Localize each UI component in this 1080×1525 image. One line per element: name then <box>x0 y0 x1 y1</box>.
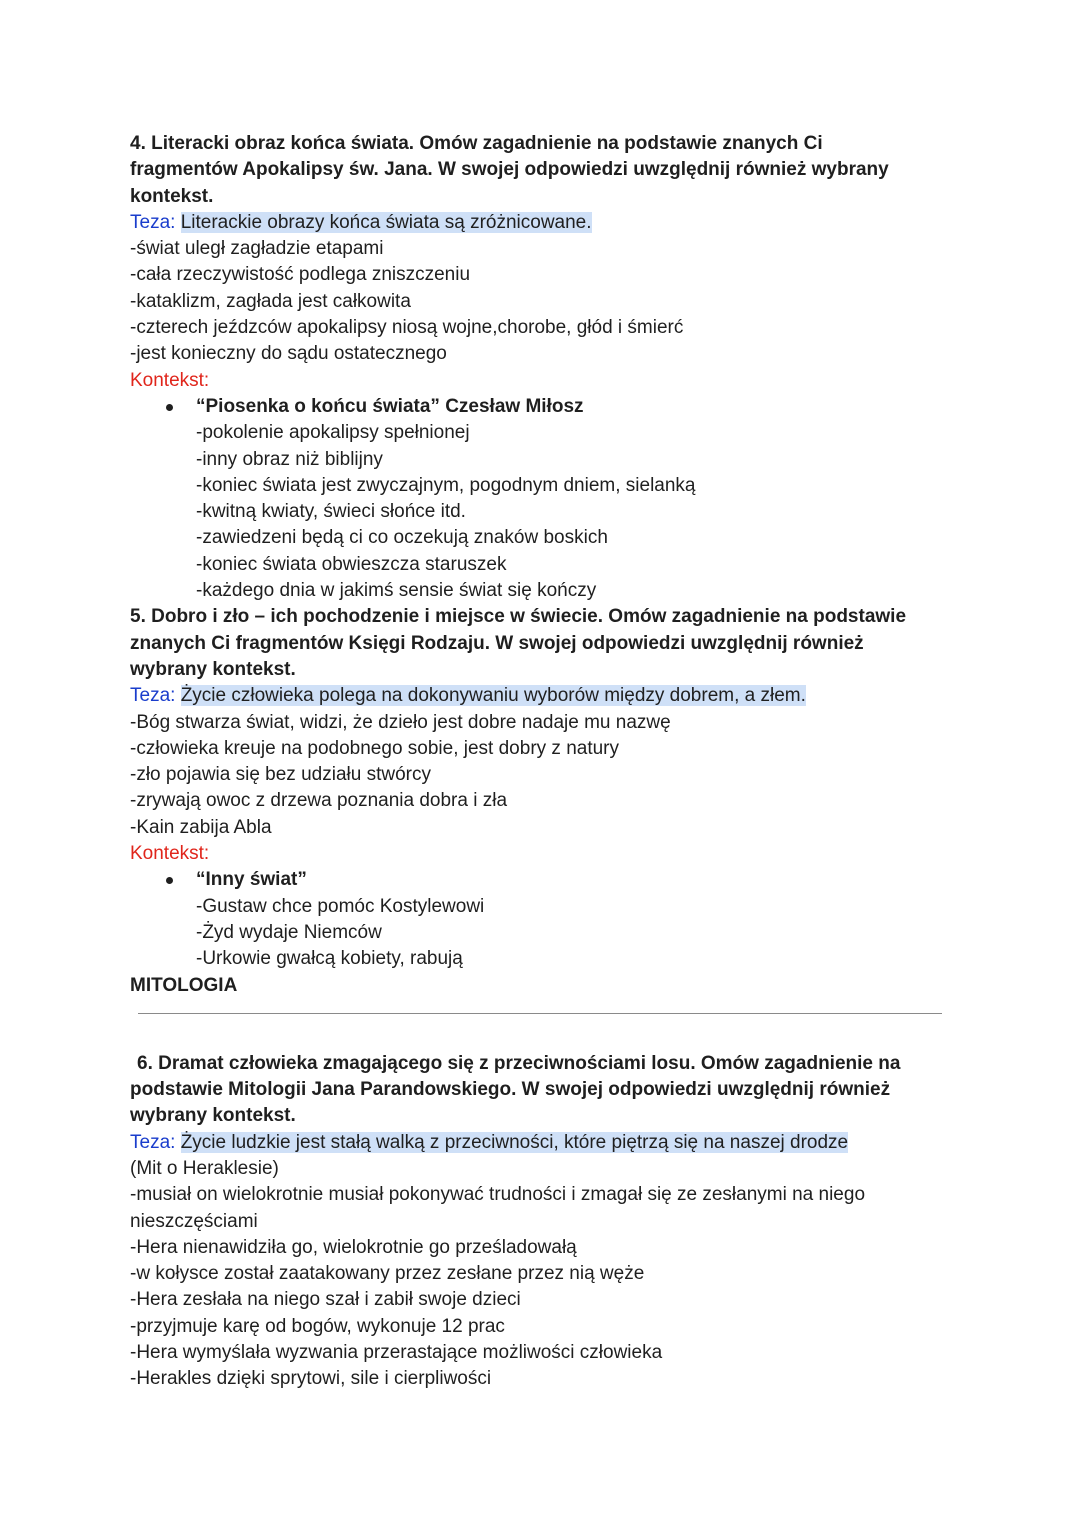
point: -przyjmuje karę od bogów, wykonuje 12 prac <box>130 1315 505 1337</box>
point: -świat uległ zagładzie etapami <box>130 238 384 260</box>
question-5-line-2: znanych Ci fragmentów Księgi Rodzaju. W swojej odpowiedzi uwzględnij również <box>130 632 864 654</box>
point: -Hera nienawidziła go, wielokrotnie go prześladowałą <box>130 1236 577 1258</box>
question-5-line-1: 5. Dobro i zło – ich pochodzenie i miejsce w świecie. Omów zagadnienie na podstawie <box>130 606 907 628</box>
point: -Hera wymyślała wyzwania przerastające możliwości człowieka <box>130 1342 663 1364</box>
point: -czterech jeźdzców apokalipsy niosą wojne,chorobe, głód i śmierć <box>130 317 684 339</box>
question-4-line-1: 4. Literacki obraz końca świata. Omów zagadnienie na podstawie znanych Ci <box>130 133 823 154</box>
point: -w kołysce został zaatakowany przez zesłane przez nią węże <box>130 1263 645 1285</box>
context-point: -zawiedzeni będą ci co oczekują znaków boskich <box>196 527 608 549</box>
point: -Herakles dzięki sprytowi, sile i cierpliwości <box>130 1368 492 1390</box>
thesis-text: Literackie obrazy końca świata są zróżnicowane. <box>180 211 592 233</box>
context-point: -koniec świata jest zwyczajnym, pogodnym dniem, sielanką <box>196 474 696 496</box>
point: -Bóg stwarza świat, widzi, że dzieło jest dobre nadaje mu nazwę <box>130 711 671 733</box>
context-bullet <box>130 394 960 420</box>
question-4-line-2: fragmentów Apokalipsy św. Jana. W swojej odpowiedzi uwzględnij również wybrany <box>130 159 889 181</box>
point: -cała rzeczywistość podlega zniszczeniu <box>130 264 471 286</box>
bullet-icon <box>166 404 173 411</box>
section-5 <box>130 604 960 972</box>
point: -zło pojawia się bez udziału stwórcy <box>130 764 431 786</box>
context-title: “Piosenka o końcu świata” Czesław Miłosz <box>196 395 584 417</box>
question-4-line-3: kontekst. <box>130 185 214 207</box>
point: -Kain zabija Abla <box>130 816 272 838</box>
point: nieszczęściami <box>130 1210 258 1232</box>
thesis-label: Teza: <box>130 1131 176 1153</box>
context-point: -koniec świata obwieszcza staruszek <box>196 553 507 575</box>
section-6 <box>130 1051 960 1393</box>
context-point: -Urkowie gwałcą kobiety, rabują <box>196 948 463 970</box>
thesis-text: Życie człowieka polega na dokonywaniu wyborów między dobrem, a złem. <box>180 685 806 707</box>
question-6-line-2: podstawie Mitologii Jana Parandowskiego. W swojej odpowiedzi uwzględnij również <box>130 1079 891 1101</box>
context-point: -pokolenie apokalipsy spełnionej <box>196 422 470 444</box>
thesis-5 <box>130 683 960 709</box>
point: -człowieka kreuje na podobnego sobie, jest dobry z natury <box>130 737 620 759</box>
point: -kataklizm, zagłada jest całkowita <box>130 290 411 312</box>
thesis-4 <box>130 210 960 236</box>
point: -Hera zesłała na niego szał i zabił swoje dzieci <box>130 1289 521 1311</box>
context-point: -kwitną kwiaty, świeci słońce itd. <box>196 501 466 523</box>
bullet-icon <box>166 877 173 884</box>
context-label: Kontekst: <box>130 843 210 865</box>
thesis-label: Teza: <box>130 211 176 233</box>
section-4 <box>130 131 960 604</box>
section-heading-mitologia: MITOLOGIA <box>130 974 238 996</box>
context-point: -inny obraz niż biblijny <box>196 448 383 470</box>
question-5-line-3: wybrany kontekst. <box>130 658 296 680</box>
point: -jest konieczny do sądu ostatecznego <box>130 343 447 365</box>
context-point: -każdego dnia w jakimś sensie świat się kończy <box>196 580 597 602</box>
point: (Mit o Heraklesie) <box>130 1157 279 1179</box>
context-point: -Żyd wydaje Niemców <box>196 921 382 943</box>
point: -musiał on wielokrotnie musiał pokonywać trudności i zmagał się ze zesłanymi na niego <box>130 1184 866 1206</box>
context-label: Kontekst: <box>130 369 210 391</box>
point: -zrywają owoc z drzewa poznania dobra i zła <box>130 790 508 812</box>
thesis-label: Teza: <box>130 685 176 707</box>
thesis-text: Życie ludzkie jest stałą walką z przeciwności, które piętrzą się na naszej drodze <box>180 1131 849 1153</box>
context-bullet <box>130 867 960 893</box>
question-6-line-3: wybrany kontekst. <box>130 1105 296 1127</box>
context-point: -Gustaw chce pomóc Kostylewowi <box>196 895 485 917</box>
thesis-6 <box>130 1130 960 1156</box>
question-6-line-1: 6. Dramat człowieka zmagającego się z przeciwnościami losu. Omów zagadnienie na <box>137 1052 901 1074</box>
document-page <box>130 131 960 1393</box>
context-title: “Inny świat” <box>196 869 307 891</box>
